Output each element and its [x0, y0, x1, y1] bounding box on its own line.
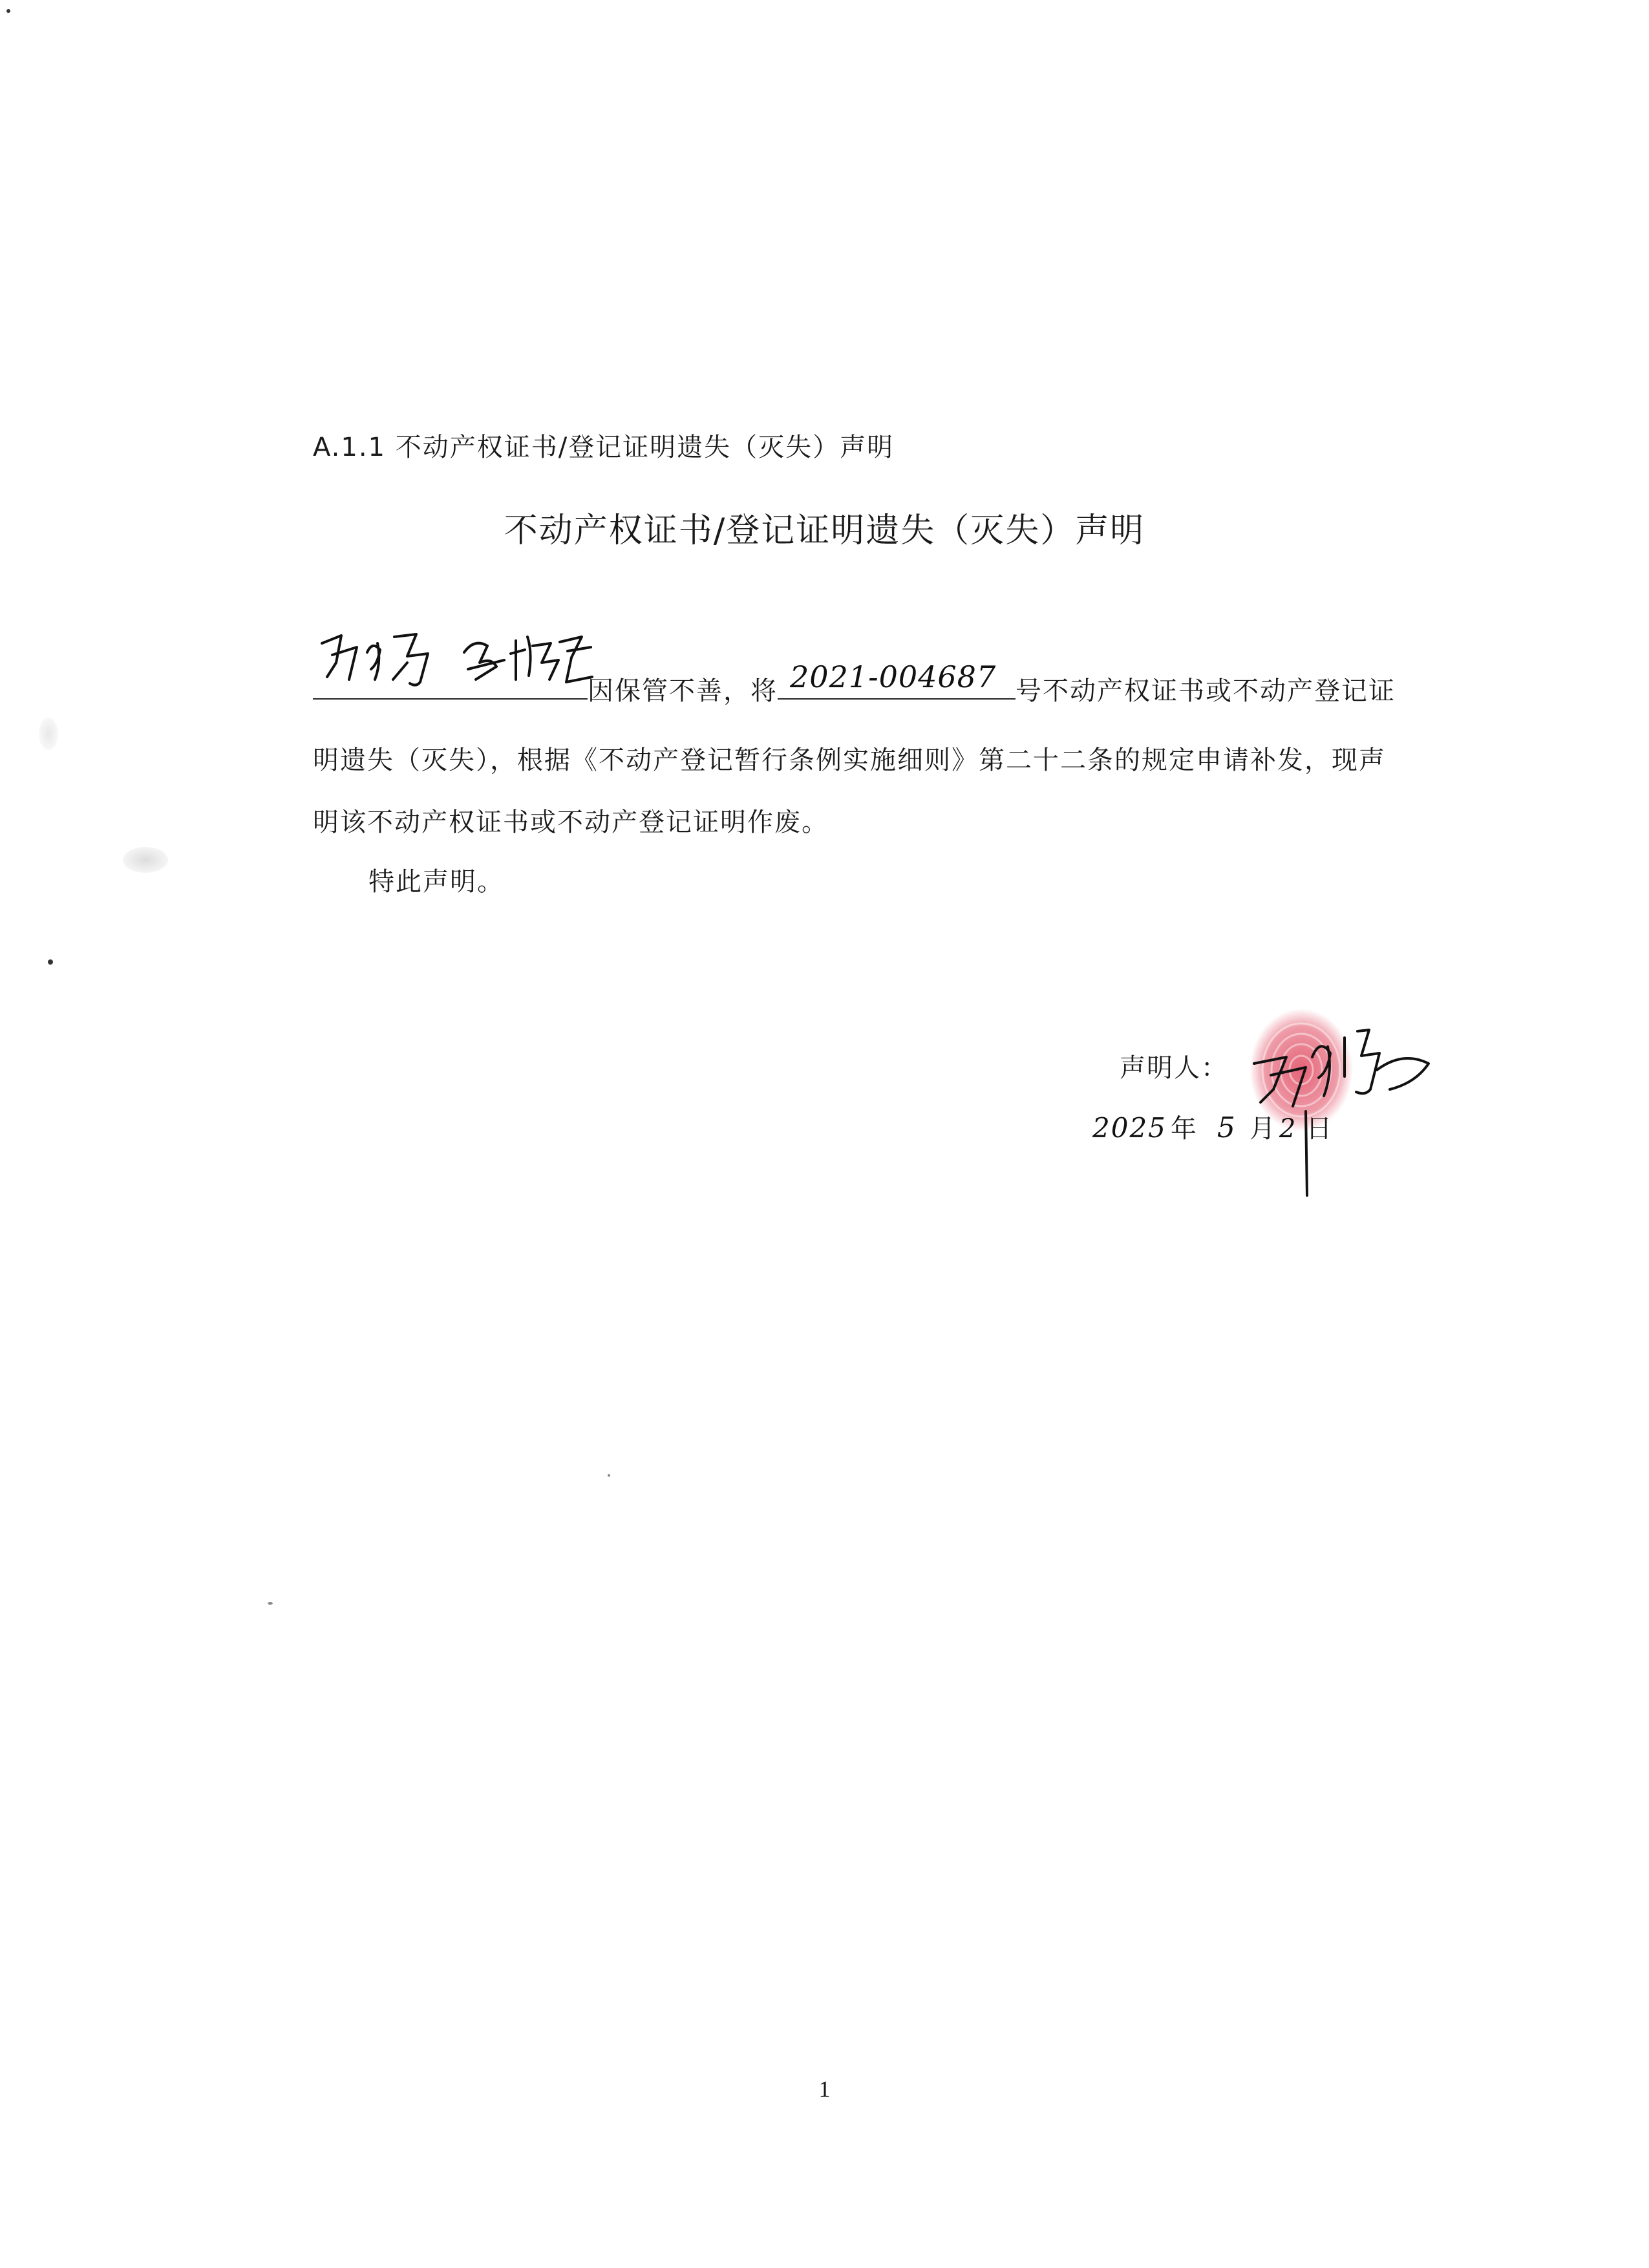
- date-day-unit: 日: [1306, 1114, 1334, 1144]
- handwritten-stroke: [1299, 1109, 1312, 1199]
- date-month-handwritten: 5: [1217, 1111, 1237, 1144]
- body-line-2: 明遗失（灭失），根据《不动产登记暂行条例实施细则》第二十二条的规定申请补发，现声: [313, 745, 1386, 775]
- date-month-unit: 月: [1249, 1114, 1277, 1144]
- scan-speck: [6, 9, 10, 13]
- declarant-label: 声明人：: [1120, 1053, 1228, 1083]
- name-blank: [313, 670, 588, 700]
- document-title: 不动产权证书/登记证明遗失（灭失）声明: [504, 511, 1145, 550]
- scan-speck: [268, 1602, 273, 1605]
- scan-speck: [608, 1474, 610, 1477]
- date-day-handwritten: 2: [1279, 1114, 1297, 1144]
- date-line: [1092, 1108, 1333, 1145]
- date-year-handwritten: 2025: [1092, 1112, 1167, 1144]
- scan-speck: [48, 959, 53, 965]
- body-line-1-text-a: 因保管不善，将: [588, 676, 778, 706]
- closing-statement: 特此声明。: [368, 867, 504, 897]
- page-number: 1: [818, 2076, 831, 2102]
- scan-smudge: [123, 847, 168, 873]
- scan-smudge: [39, 718, 58, 750]
- body-line-1-text-b: 号不动产权证书或不动产登记证: [1016, 676, 1396, 706]
- handwritten-certificate-number: 2021-004687: [790, 659, 997, 694]
- section-heading: A.1.1 不动产权证书/登记证明遗失（灭失）声明: [313, 433, 895, 462]
- body-line-3: 明该不动产权证书或不动产登记证明作废。: [313, 808, 829, 837]
- date-year-unit: 年: [1170, 1114, 1198, 1144]
